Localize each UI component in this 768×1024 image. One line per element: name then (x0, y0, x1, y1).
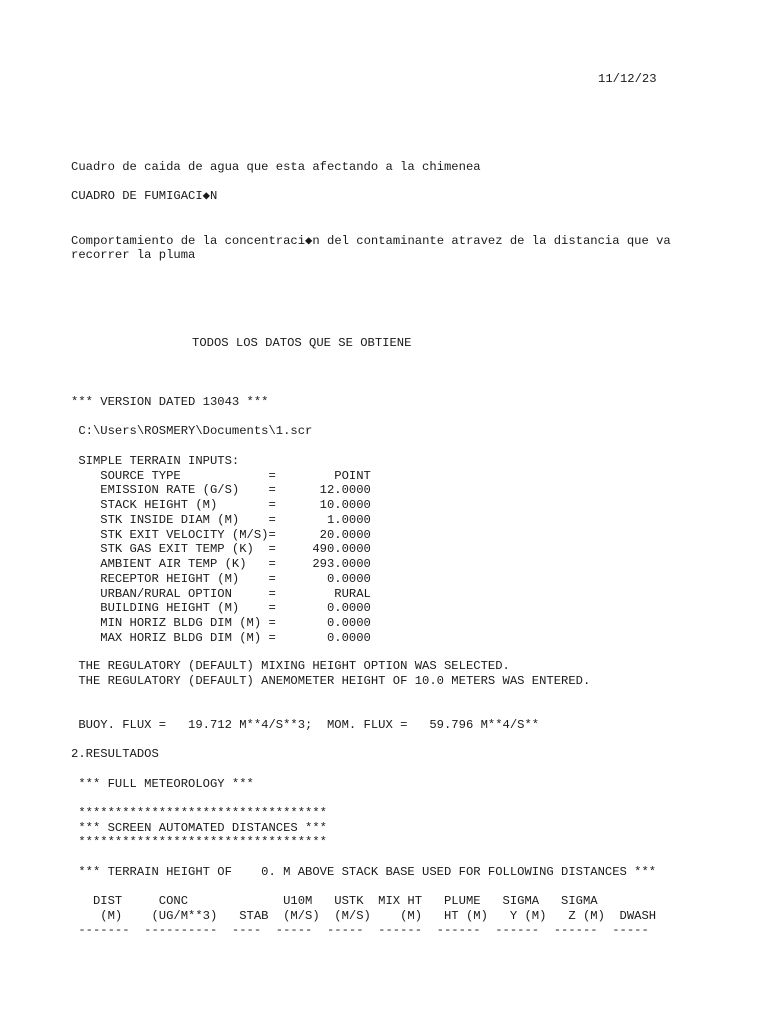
input-emission-rate: EMISSION RATE (G/S) = 12.0000 (71, 483, 371, 498)
input-min-horiz-bldg-dim: MIN HORIZ BLDG DIM (M) = 0.0000 (71, 616, 371, 630)
input-ambient-air-temp: AMBIENT AIR TEMP (K) = 293.0000 (71, 557, 371, 571)
table-header-row-1: DIST CONC U10M USTK MIX HT PLUME SIGMA SIGMA (71, 894, 598, 908)
table-header-rule: ------- ---------- ---- ----- ----- ------ ------ ------ ------ ----- (71, 923, 649, 937)
terrain-height-line: *** TERRAIN HEIGHT OF 0. M ABOVE STACK BASE USED FOR FOLLOWING DISTANCES *** (71, 864, 657, 879)
input-source-type: SOURCE TYPE = POINT (71, 468, 371, 483)
input-stack-height: STACK HEIGHT (M) = 10.0000 (71, 498, 371, 512)
input-stk-gas-exit-temp: STK GAS EXIT TEMP (K) = 490.0000 (71, 542, 371, 557)
section-heading: TODOS LOS DATOS QUE SE OBTIENE (192, 336, 412, 350)
regulatory-line-1: THE REGULATORY (DEFAULT) MIXING HEIGHT OPTION WAS SELECTED. (71, 659, 510, 673)
description-line-1: Comportamiento de la concentraci◆n del contaminante atravez de la distancia que va (71, 234, 671, 248)
table-header-row-2: (M) (UG/M**3) STAB (M/S) (M/S) (M) HT (M) Y (M) Z (M) DWASH (71, 908, 657, 923)
results-heading: 2.RESULTADOS (71, 747, 159, 761)
file-path: C:\Users\ROSMERY\Documents\1.scr (71, 424, 313, 438)
report-date: 11/12/23 (598, 72, 657, 86)
input-building-height: BUILDING HEIGHT (M) = 0.0000 (71, 601, 371, 616)
flux-line: BUOY. FLUX = 19.712 M**4/S**3; MOM. FLUX = 59.796 M**4/S** (71, 718, 540, 732)
title-line: Cuadro de caida de agua que esta afectando a la chimenea (71, 160, 481, 174)
stars-line-2: ********************************** (71, 835, 327, 849)
meteorology-line: *** FULL METEOROLOGY *** (71, 777, 254, 791)
screen-distances-line: *** SCREEN AUTOMATED DISTANCES *** (71, 820, 327, 835)
regulatory-line-2: THE REGULATORY (DEFAULT) ANEMOMETER HEIGHT OF 10.0 METERS WAS ENTERED. (71, 674, 591, 688)
subtitle-line: CUADRO DE FUMIGACI◆N (71, 189, 218, 203)
input-urban-rural-option: URBAN/RURAL OPTION = RURAL (71, 586, 371, 601)
input-stk-exit-velocity: STK EXIT VELOCITY (M/S)= 20.0000 (71, 527, 371, 542)
version-line: *** VERSION DATED 13043 *** (71, 395, 269, 409)
input-receptor-height: RECEPTOR HEIGHT (M) = 0.0000 (71, 571, 371, 586)
stars-line-1: ********************************** (71, 806, 327, 820)
input-stk-inside-diam: STK INSIDE DIAM (M) = 1.0000 (71, 512, 371, 527)
terrain-inputs-header: SIMPLE TERRAIN INPUTS: (71, 454, 240, 468)
description-line-2: recorrer la pluma (71, 248, 196, 262)
input-max-horiz-bldg-dim: MAX HORIZ BLDG DIM (M) = 0.0000 (71, 630, 371, 645)
